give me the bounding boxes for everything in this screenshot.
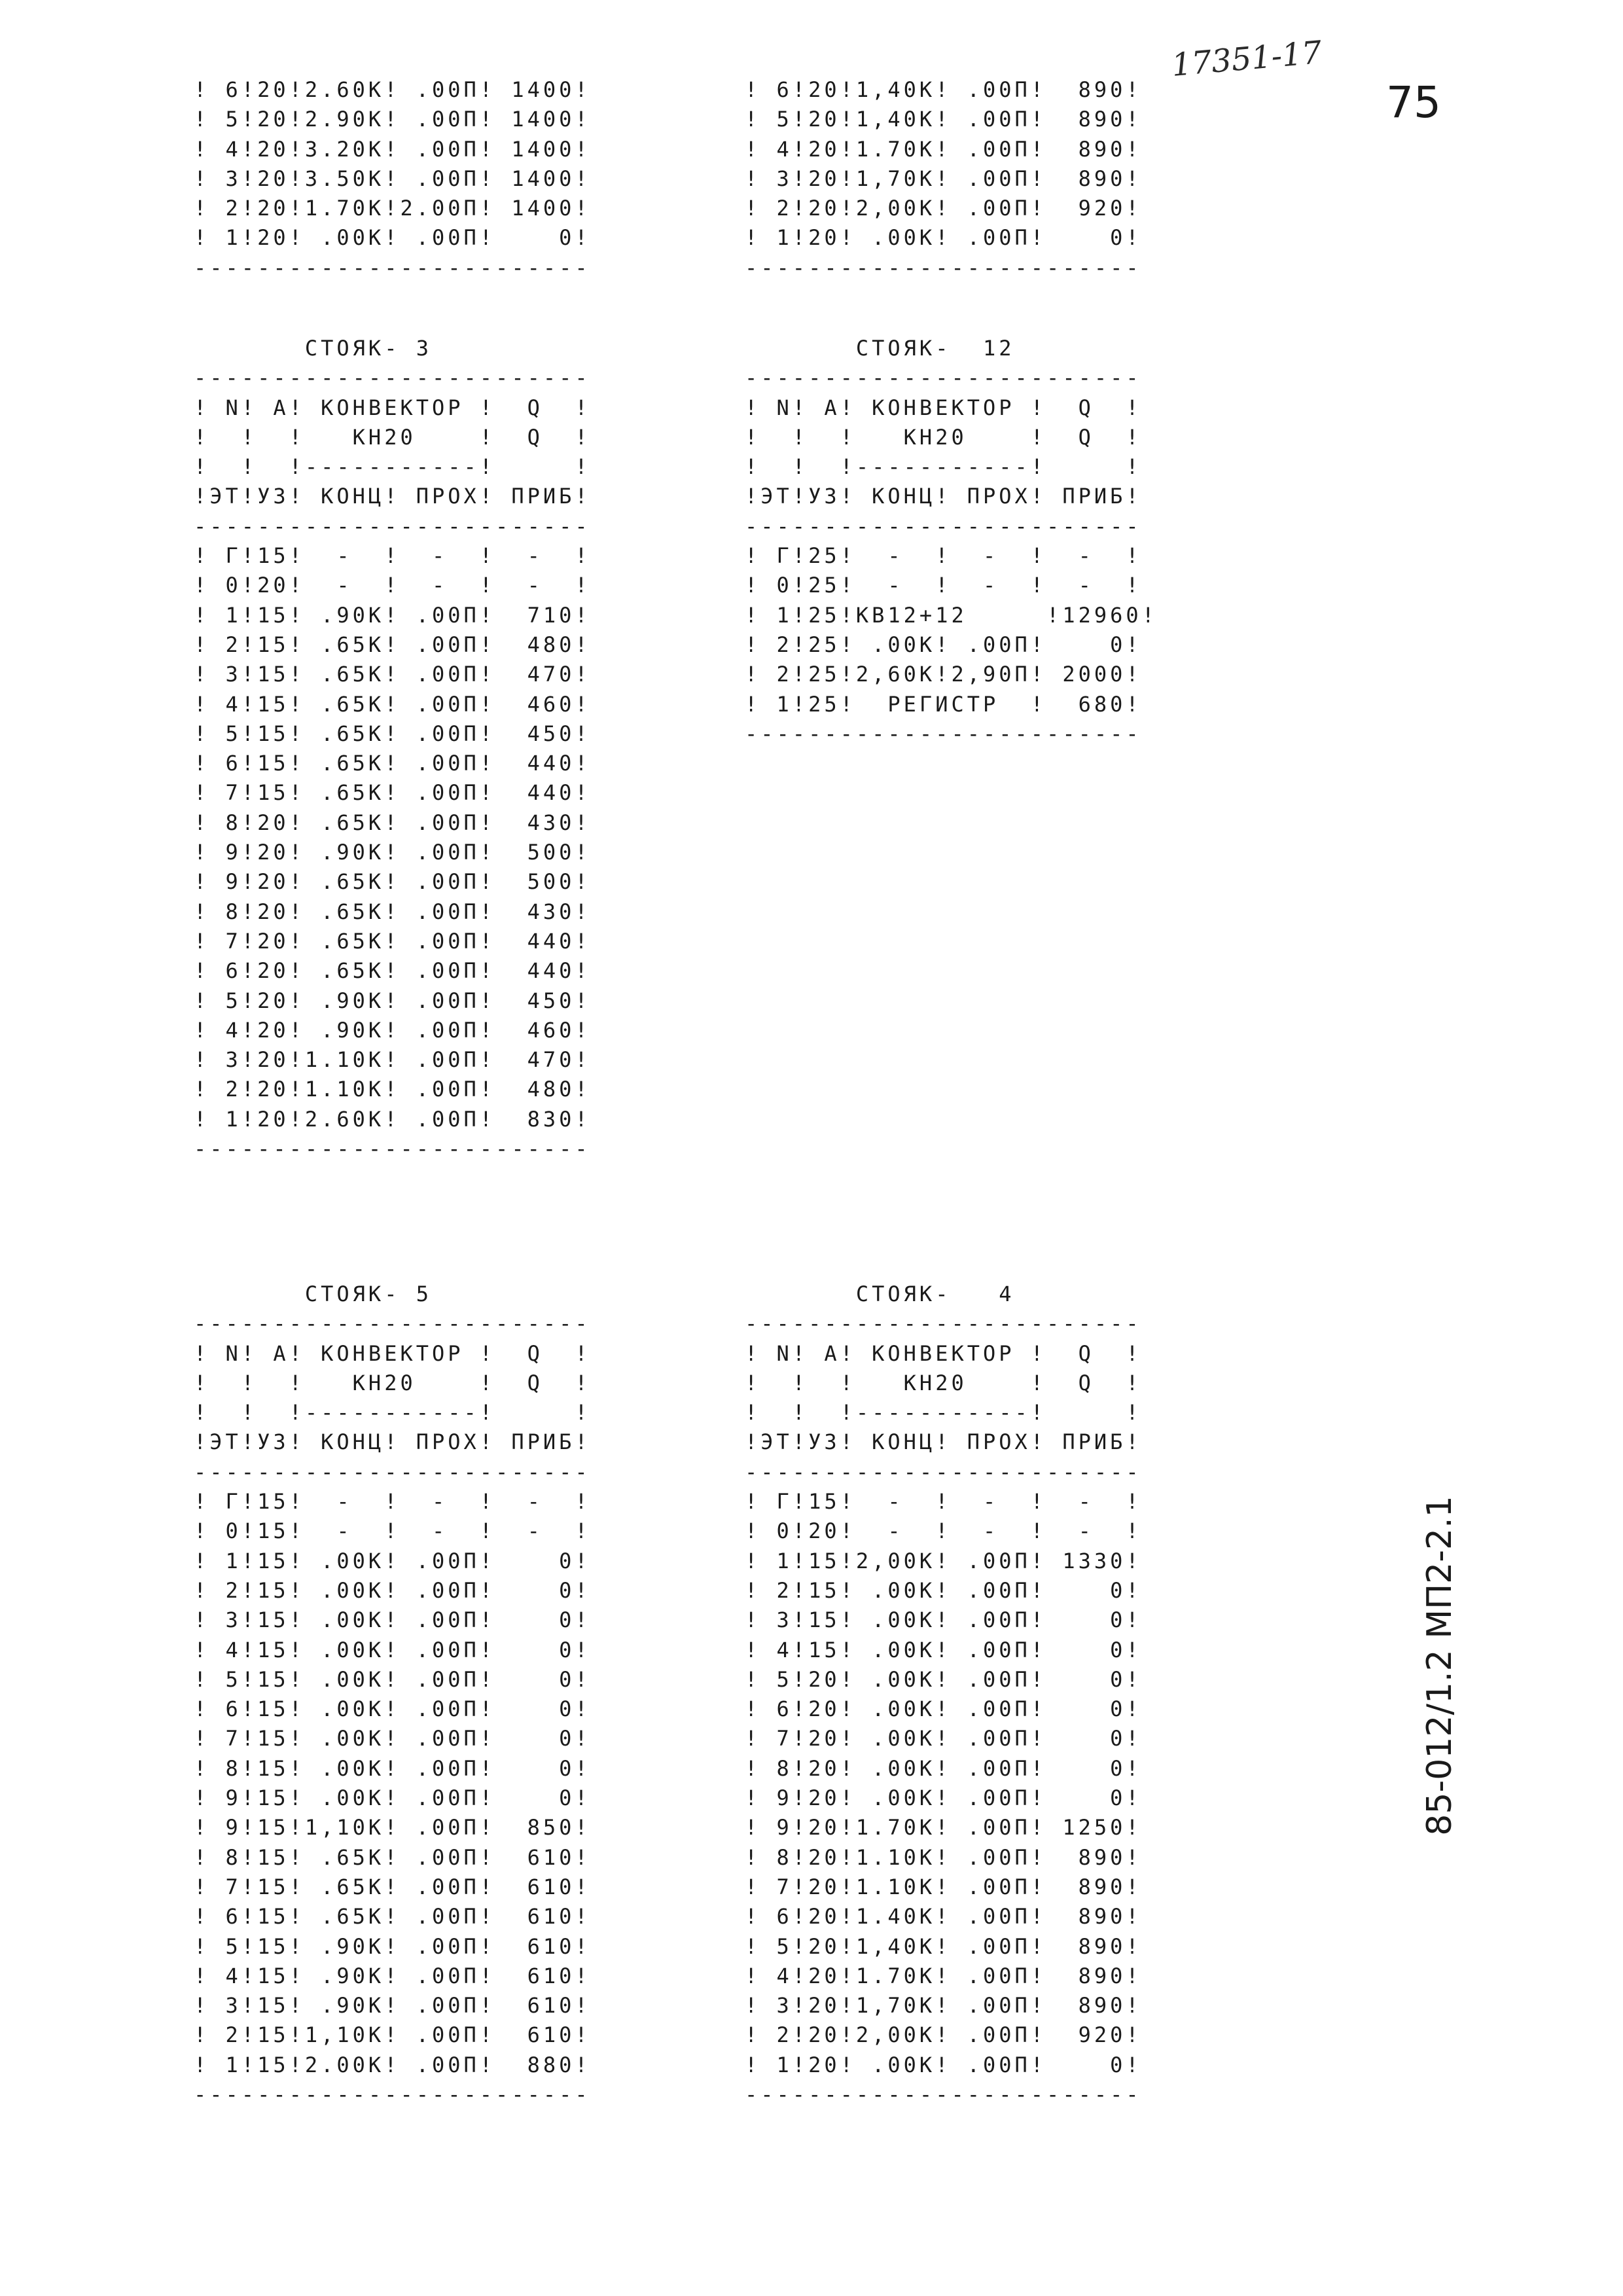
table-line: ! 3!20!1,70К! .00П! 890! [745,1993,1142,2018]
table-line: ! 3!20!1.10К! .00П! 470! [194,1047,591,1073]
table-line: ! ! !-----------! ! [194,454,591,480]
page-number: 75 [1386,77,1441,128]
handwritten-code: 17351-17 [1169,34,1324,84]
table-line: ! 0!25! - ! - ! - ! [745,573,1142,598]
table-line: ! 5!20! .00К! .00П! 0! [745,1666,1142,1692]
table-line: ! 1!20! .00К! .00П! 0! [194,225,591,251]
table-line: !ЭТ!УЗ! КОНЦ! ПРОХ! ПРИБ! [745,484,1142,509]
riser-table-st5 [194,1280,591,2109]
table-line: ! 9!20! .00К! .00П! 0! [745,1785,1142,1811]
table-line: ------------------------- [194,513,591,539]
table-line: ! ! ! КН20 ! Q ! [194,424,591,450]
table-line: ! 1!25! РЕГИСТР ! 680! [745,691,1142,717]
table-line: ! 6!15! .65К! .00П! 440! [194,751,591,776]
table-line: ! 1!15!2.00К! .00П! 880! [194,2052,591,2077]
table-line: ! ! ! КН20 ! Q ! [745,424,1142,450]
table-line: ! 7!15! .65К! .00П! 610! [194,1874,591,1899]
table-line: ! 6!20!2.60К! .00П! 1400! [194,77,591,102]
table-line: !ЭТ!УЗ! КОНЦ! ПРОХ! ПРИБ! [194,484,591,509]
table-line: ! ! ! КН20 ! Q ! [194,1370,591,1395]
table-line: ! 5!20!1,40К! .00П! 890! [745,107,1142,132]
table-line: ! Г!15! - ! - ! - ! [745,1489,1142,1515]
table-line: ! 1!20! .00К! .00П! 0! [745,2052,1142,2077]
table-line: ! 3!15! .65К! .00П! 470! [194,662,591,687]
riser-table-st4 [745,1280,1142,2109]
table-line: ! 1!20!2.60К! .00П! 830! [194,1106,591,1132]
table-line: ------------------------- [194,365,591,391]
table-line: ! 3!15! .00К! .00П! 0! [194,1607,591,1633]
table-line: ! 9!20! .65К! .00П! 500! [194,869,591,895]
table-line: ! 8!20!1.10К! .00П! 890! [745,1844,1142,1870]
table-line: ! 5!15! .90К! .00П! 610! [194,1933,591,1959]
table-line: ! 9!20! .90К! .00П! 500! [194,840,591,865]
table-line: ! 1!15!2,00К! .00П! 1330! [745,1548,1142,1573]
table-line: ! ! !-----------! ! [194,1400,591,1426]
table-line: ! ! !-----------! ! [745,1400,1142,1426]
table-line: ! 3!15! .90К! .00П! 610! [194,1993,591,2018]
table-line: ! 2!15!1,10К! .00П! 610! [194,2022,591,2048]
table-line: СТОЯК- 3 [194,336,432,361]
table-line: ! 4!20!3.20К! .00П! 1400! [194,136,591,162]
table-line: ------------------------- [745,1311,1142,1336]
table-line: ! 7!15! .00К! .00П! 0! [194,1726,591,1751]
table-line: ! 6!20!1,40К! .00П! 890! [745,77,1142,102]
table-line: СТОЯК- 4 [745,1282,1015,1306]
table-line: ! 3!20!1,70К! .00П! 890! [745,166,1142,191]
table-line: ! 9!15! .00К! .00П! 0! [194,1785,591,1811]
table-line: ! 4!15! .00К! .00П! 0! [194,1637,591,1662]
table-line: ! 4!15! .65К! .00П! 460! [194,691,591,717]
table-line: ! 3!20!3.50К! .00П! 1400! [194,166,591,191]
table-line: ! 6!20! .65К! .00П! 440! [194,958,591,984]
table-line: ! 9!15!1,10К! .00П! 850! [194,1815,591,1840]
table-line: ! N! А! КОНВЕКТОР ! Q ! [194,395,591,420]
table-line: ! 6!15! .00К! .00П! 0! [194,1696,591,1722]
table-line: ! 8!20! .00К! .00П! 0! [745,1755,1142,1781]
table-line: ! N! А! КОНВЕКТОР ! Q ! [194,1340,591,1366]
table-fragment-top-left [194,75,591,283]
table-line: ------------------------- [194,1311,591,1336]
table-fragment-top-right [745,75,1142,283]
table-line: ! 2!15! .00К! .00П! 0! [194,1577,591,1603]
table-line: ! 4!20!1.70К! .00П! 890! [745,1963,1142,1988]
table-line: ------------------------- [745,721,1142,746]
table-line: ! 8!20! .65К! .00П! 430! [194,810,591,835]
table-line: ! 4!20!1.70К! .00П! 890! [745,136,1142,162]
table-line: ! 8!15! .00К! .00П! 0! [194,1755,591,1781]
table-line: ! 7!20!1.10К! .00П! 890! [745,1874,1142,1899]
table-line: ! 1!15! .00К! .00П! 0! [194,1548,591,1573]
table-line: ! 9!20!1.70К! .00П! 1250! [745,1815,1142,1840]
table-line: ! 7!20! .00К! .00П! 0! [745,1726,1142,1751]
table-line: ! ! !-----------! ! [745,454,1142,480]
table-line: ! 1!15! .90К! .00П! 710! [194,602,591,628]
table-line: ! 2!15! .00К! .00П! 0! [745,1577,1142,1603]
table-line: ! 6!20!1.40К! .00П! 890! [745,1904,1142,1929]
table-line: ! Г!15! - ! - ! - ! [194,543,591,569]
table-line: ------------------------- [745,255,1142,280]
table-line: ! 2!25!2,60К!2,90П! 2000! [745,662,1142,687]
table-line: ! 4!15! .90К! .00П! 610! [194,1963,591,1988]
table-line: ! 6!20! .00К! .00П! 0! [745,1696,1142,1722]
table-line: ! 2!20!1.70К!2.00П! 1400! [194,196,591,221]
table-line: ! 2!20!2,00К! .00П! 920! [745,2022,1142,2048]
table-line: ! 1!20! .00К! .00П! 0! [745,225,1142,251]
table-line: СТОЯК- 5 [194,1282,432,1306]
table-line: ! N! А! КОНВЕКТОР ! Q ! [745,1340,1142,1366]
table-line: ! N! А! КОНВЕКТОР ! Q ! [745,395,1142,420]
table-line: ! 0!20! - ! - ! - ! [194,573,591,598]
side-document-code: 85-012/1.2 МП2-2.1 [1420,1496,1459,1836]
riser-table-st12 [745,334,1158,749]
table-line: ! 0!20! - ! - ! - ! [745,1518,1142,1544]
table-line: ------------------------- [745,365,1142,391]
table-line: СТОЯК- 12 [745,336,1015,361]
table-line: ! 2!20!2,00К! .00П! 920! [745,196,1142,221]
table-line: ! 5!20! .90К! .00П! 450! [194,988,591,1013]
riser-table-st3 [194,334,591,1164]
table-line: ! 5!15! .00К! .00П! 0! [194,1666,591,1692]
table-line: ! 4!20! .90К! .00П! 460! [194,1017,591,1043]
table-line: ! 7!20! .65К! .00П! 440! [194,928,591,954]
table-line: ------------------------- [745,513,1142,539]
table-line: ! 2!15! .65К! .00П! 480! [194,632,591,657]
table-line: ! 2!20!1.10К! .00П! 480! [194,1077,591,1102]
table-line: ------------------------- [194,1136,591,1162]
table-line: ! 8!15! .65К! .00П! 610! [194,1844,591,1870]
table-line: ------------------------- [745,2082,1142,2108]
table-line: ! 2!25! .00К! .00П! 0! [745,632,1142,657]
table-line: ------------------------- [194,255,591,280]
table-line: ! 7!15! .65К! .00П! 440! [194,780,591,806]
table-line: ! 0!15! - ! - ! - ! [194,1518,591,1544]
table-line: ! 8!20! .65К! .00П! 430! [194,899,591,924]
table-line: ! 5!15! .65К! .00П! 450! [194,721,591,746]
table-line: !ЭТ!УЗ! КОНЦ! ПРОХ! ПРИБ! [194,1429,591,1455]
table-line: ! Г!25! - ! - ! - ! [745,543,1142,569]
table-line: ------------------------- [194,1459,591,1484]
table-line: !ЭТ!УЗ! КОНЦ! ПРОХ! ПРИБ! [745,1429,1142,1455]
table-line: ! 1!25!КВ12+12 !12960! [745,602,1158,628]
table-line: ! 4!15! .00К! .00П! 0! [745,1637,1142,1662]
table-line: ! 5!20!2.90К! .00П! 1400! [194,107,591,132]
table-line: ------------------------- [745,1459,1142,1484]
table-line: ! Г!15! - ! - ! - ! [194,1489,591,1515]
table-line: ! ! ! КН20 ! Q ! [745,1370,1142,1395]
table-line: ------------------------- [194,2082,591,2108]
table-line: ! 6!15! .65К! .00П! 610! [194,1904,591,1929]
table-line: ! 5!20!1,40К! .00П! 890! [745,1933,1142,1959]
table-line: ! 3!15! .00К! .00П! 0! [745,1607,1142,1633]
